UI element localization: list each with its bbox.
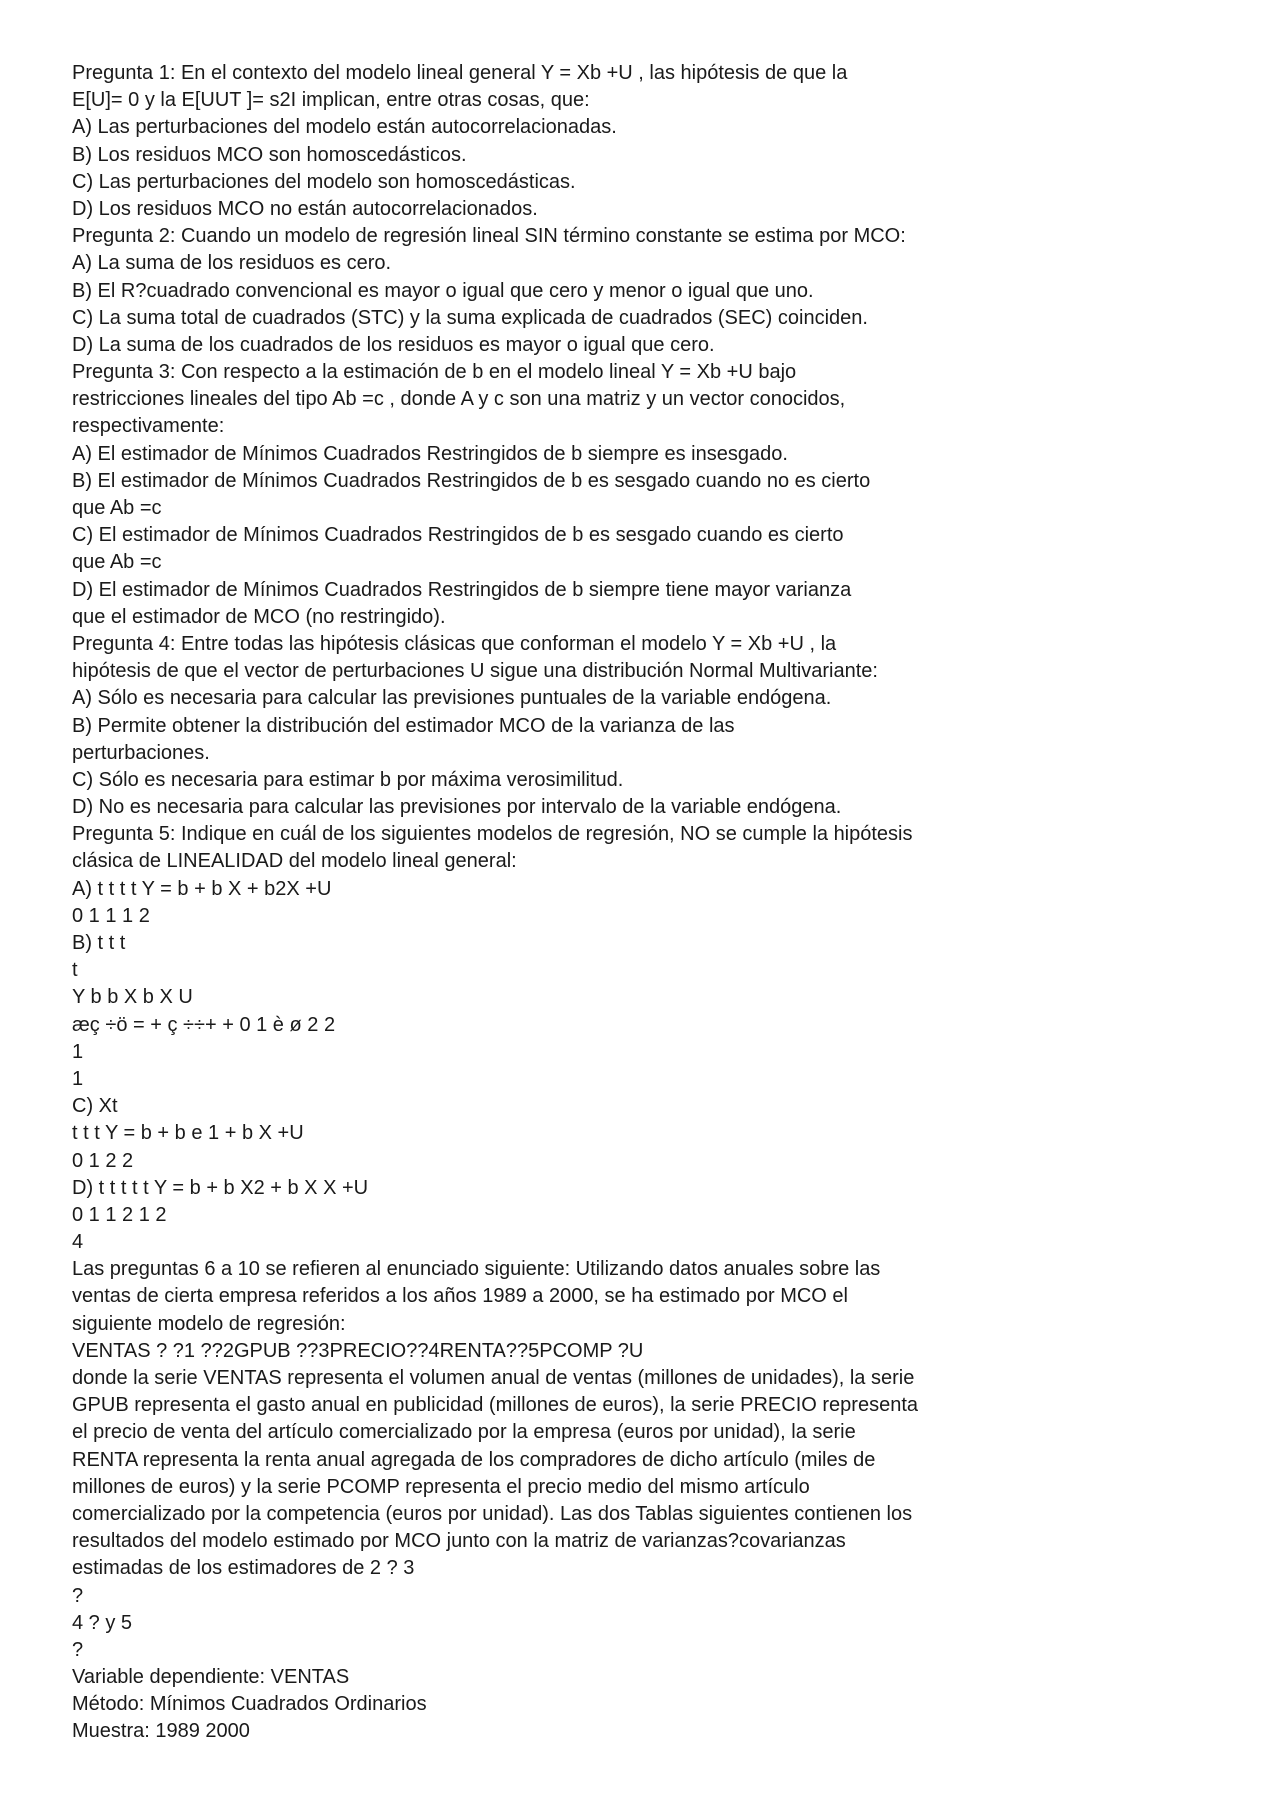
text-line: hipótesis de que el vector de perturbaciones U sigue una distribución Normal Multivariante: bbox=[72, 660, 878, 683]
text-line: C) El estimador de Mínimos Cuadrados Restringidos de b es sesgado cuando es cierto bbox=[72, 524, 844, 547]
text-line: Pregunta 5: Indique en cuál de los siguientes modelos de regresión, NO se cumple la hipótesis bbox=[72, 823, 913, 846]
text-line: C) Xt bbox=[72, 1095, 118, 1118]
text-line: RENTA representa la renta anual agregada de los compradores de dicho artículo (miles de bbox=[72, 1448, 876, 1471]
text-line: D) La suma de los cuadrados de los residuos es mayor o igual que cero. bbox=[72, 333, 715, 356]
text-line: t bbox=[72, 959, 78, 982]
text-line: t t t Y = b + b e 1 + b X +U bbox=[72, 1122, 304, 1145]
text-line: 1 bbox=[72, 1067, 84, 1090]
document-text bbox=[72, 60, 1212, 1746]
text-line: comercializado por la competencia (euros por unidad). Las dos Tablas siguientes contienen los bbox=[72, 1502, 913, 1525]
text-line: E[U]= 0 y la E[UUT ]= s2I implican, entre otras cosas, que: bbox=[72, 89, 590, 112]
text-line: Pregunta 3: Con respecto a la estimación de b en el modelo lineal Y = Xb +U bajo bbox=[72, 361, 797, 384]
text-line: ? bbox=[72, 1584, 84, 1607]
text-line: que el estimador de MCO (no restringido). bbox=[72, 605, 446, 628]
text-line: D) El estimador de Mínimos Cuadrados Restringidos de b siempre tiene mayor varianza bbox=[72, 578, 852, 601]
text-line: A) El estimador de Mínimos Cuadrados Restringidos de b siempre es insesgado. bbox=[72, 442, 788, 465]
text-line: B) t t t bbox=[72, 932, 126, 954]
text-line: B) El R?cuadrado convencional es mayor o igual que cero y menor o igual que uno. bbox=[72, 279, 814, 302]
text-line: que Ab =c bbox=[72, 497, 162, 519]
text-line: Las preguntas 6 a 10 se refieren al enunciado siguiente: Utilizando datos anuales sobre las bbox=[72, 1258, 881, 1281]
text-line: perturbaciones. bbox=[72, 741, 210, 764]
text-line: C) Las perturbaciones del modelo son homoscedásticas. bbox=[72, 170, 576, 193]
text-line: millones de euros) y la serie PCOMP representa el precio medio del mismo artículo bbox=[72, 1475, 810, 1498]
text-line: restricciones lineales del tipo Ab =c , donde A y c son una matriz y un vector conocidos, bbox=[72, 388, 846, 411]
text-line: A) La suma de los residuos es cero. bbox=[72, 252, 392, 275]
text-line: Y b b X b X U bbox=[72, 986, 193, 1009]
text-line: D) Los residuos MCO no están autocorrelacionados. bbox=[72, 197, 538, 220]
text-line: 0 1 1 1 2 bbox=[72, 904, 150, 927]
text-line: 1 bbox=[72, 1040, 84, 1063]
text-line: que Ab =c bbox=[72, 551, 162, 574]
text-line: donde la serie VENTAS representa el volumen anual de ventas (millones de unidades), la serie bbox=[72, 1367, 915, 1389]
text-line: el precio de venta del artículo comercializado por la empresa (euros por unidad), la serie bbox=[72, 1421, 856, 1444]
text-line: ventas de cierta empresa referidos a los años 1989 a 2000, se ha estimado por MCO el bbox=[72, 1285, 848, 1308]
text-line: clásica de LINEALIDAD del modelo lineal general: bbox=[72, 850, 517, 873]
text-line: A) t t t t Y = b + b X + b2X +U bbox=[72, 877, 332, 900]
text-line: resultados del modelo estimado por MCO junto con la matriz de varianzas?covarianzas bbox=[72, 1530, 846, 1553]
text-line: Pregunta 1: En el contexto del modelo lineal general Y = Xb +U , las hipótesis de que la bbox=[72, 62, 848, 84]
text-line: Variable dependiente: VENTAS bbox=[72, 1666, 350, 1689]
text-line: siguiente modelo de regresión: bbox=[72, 1312, 346, 1335]
text-line: Muestra: 1989 2000 bbox=[72, 1720, 250, 1743]
text-line: B) Permite obtener la distribución del estimador MCO de la varianza de las bbox=[72, 714, 735, 737]
text-line: ? bbox=[72, 1638, 84, 1661]
text-line: B) El estimador de Mínimos Cuadrados Restringidos de b es sesgado cuando no es cierto bbox=[72, 469, 871, 492]
text-line: B) Los residuos MCO son homoscedásticos. bbox=[72, 143, 467, 166]
text-line: æç ÷ö = + ç ÷÷+ + 0 1 è ø 2 2 bbox=[72, 1013, 336, 1036]
text-line: Método: Mínimos Cuadrados Ordinarios bbox=[72, 1693, 427, 1716]
text-line: 4 bbox=[72, 1231, 84, 1254]
text-line: A) Sólo es necesaria para calcular las previsiones puntuales de la variable endógena. bbox=[72, 687, 832, 710]
text-line: C) Sólo es necesaria para estimar b por máxima verosimilitud. bbox=[72, 768, 624, 791]
text-line: 0 1 1 2 1 2 bbox=[72, 1203, 167, 1226]
text-line: D) No es necesaria para calcular las previsiones por intervalo de la variable endógena. bbox=[72, 796, 842, 819]
text-line: D) t t t t t Y = b + b X2 + b X X +U bbox=[72, 1176, 369, 1199]
text-line: VENTAS ? ?1 ??2GPUB ??3PRECIO??4RENTA??5PCOMP ?U bbox=[72, 1339, 644, 1362]
text-line: C) La suma total de cuadrados (STC) y la suma explicada de cuadrados (SEC) coinciden. bbox=[72, 306, 868, 329]
text-line: 4 ? y 5 bbox=[72, 1611, 133, 1634]
text-line: respectivamente: bbox=[72, 415, 225, 438]
text-line: A) Las perturbaciones del modelo están autocorrelacionadas. bbox=[72, 116, 617, 139]
text-line: estimadas de los estimadores de 2 ? 3 bbox=[72, 1557, 415, 1580]
text-line: Pregunta 2: Cuando un modelo de regresión lineal SIN término constante se estima por MCO: bbox=[72, 225, 906, 248]
text-line: GPUB representa el gasto anual en publicidad (millones de euros), la serie PRECIO representa bbox=[72, 1394, 918, 1417]
text-line: Pregunta 4: Entre todas las hipótesis clásicas que conforman el modelo Y = Xb +U , la bbox=[72, 632, 837, 655]
text-line: 0 1 2 2 bbox=[72, 1149, 134, 1172]
